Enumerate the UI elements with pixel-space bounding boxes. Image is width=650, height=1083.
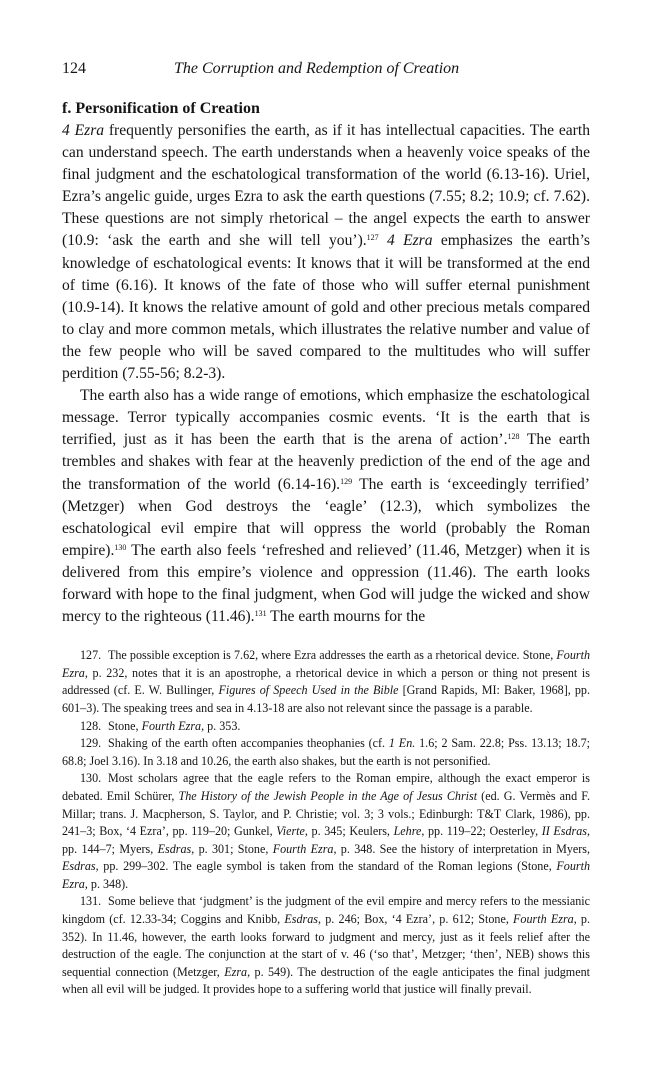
cited-title: Esdras (284, 912, 319, 927)
footnote-text: 1.6; 2 Sam. 22.8; Pss. 13.13; 18.7; 68.8; Joel 3.16). In 3.18 and 10.26, the earth also shakes, but the earth is not personified. (62, 736, 591, 768)
footnote-text: , p. 301; Stone, (191, 841, 273, 856)
footnote-128 (62, 718, 590, 736)
footnote-ref-128[interactable]: 128 (507, 432, 520, 442)
footnote-ref-130[interactable]: 130 (114, 542, 127, 552)
book-title-4-ezra: 4 Ezra (62, 122, 105, 139)
footnote-text: Stone, (108, 718, 142, 733)
footnote-ref-129[interactable]: 129 (340, 476, 353, 486)
footnote-text: (ed. G. Vermès and F. Millar; trans. J. Macpherson, S. Taylor, and P. Christie; vol. 3; 3 vols.; Edinburgh: T&T Clark, 1986), pp. 241–3; Box, ‘4 Ezra’, pp. 119–20; Gunkel, (62, 788, 590, 839)
footnote-text: , pp. 299–302. The eagle symbol is taken from the standard of the Roman legions (Stone, (95, 859, 557, 874)
running-head (62, 57, 590, 81)
footnote-number: 129. (80, 736, 102, 751)
footnote-number: 130. (80, 771, 102, 786)
cited-title: Vierte (276, 824, 305, 839)
footnotes (62, 647, 590, 999)
paragraph-1-text-b: emphasizes the earth’s knowledge of eschatological events: It knows that it will be transformed at the end of time (6.16). It knows of the fate of those who will suffer eternal punishment (10.9-14). It knows the relative amount of gold and other precious metals compared to clay and more common metals, which illustrates the relative number and value of the few people who will be saved compared to the multitudes who will suffer perdition (7.55-56; 8.2-3). (62, 232, 590, 383)
cited-title: Esdras (157, 841, 192, 856)
cited-title: Figures of Speech Used in the Bible (218, 683, 399, 698)
cited-title: Fourth Ezra (513, 912, 574, 927)
cited-title: II Esdras (541, 824, 587, 839)
footnote-number: 127. (80, 648, 102, 663)
paragraph-2-text-e: The earth mourns for the (266, 608, 426, 626)
footnote-text: , p. 353. (201, 718, 241, 733)
paragraph-2-text-b: The earth trembles and shakes with fear at the heavenly prediction of the end of the age and the transformation of the world (6.14-16). (62, 431, 590, 493)
cited-title: 1 En. (388, 736, 416, 751)
footnote-number: 128. (80, 718, 102, 733)
book-title-4-ezra: 4 Ezra (378, 232, 433, 250)
footnote-text: , p. 246; Box, ‘4 Ezra’, p. 612; Stone, (318, 912, 514, 927)
book-page (62, 57, 590, 999)
cited-title: Fourth Ezra (62, 859, 590, 891)
cited-title: Fourth Ezra (62, 648, 590, 680)
page-number: 124 (62, 60, 86, 77)
footnote-130 (62, 770, 590, 893)
footnote-text: , p. 232, notes that it is an apostrophe, a rhetorical device in which a person or thing not present is addressed (cf. E. W. Bullinger, (62, 665, 590, 698)
paragraph-2-text-d: The earth also feels ‘refreshed and relieved’ (11.46, Metzger) when it is delivered from this empire’s violence and oppression (11.46). The earth looks forward with hope to the final judgment, when God will judge the wicked and show mercy to the righteous (11.46). (62, 541, 590, 626)
running-title: The Corruption and Redemption of Creation (174, 60, 460, 77)
footnote-number: 131. (80, 894, 102, 909)
footnote-ref-131[interactable]: 131 (254, 609, 267, 619)
footnote-text: , pp. 144–7; Myers, (62, 824, 590, 856)
paragraph-2-text-c: The earth is ‘exceedingly terrified’ (Metzger) when God destroys the ‘eagle’ (12.3), which symbolizes the eschatological evil empire that will oppress the world (probably the Roman empire). (62, 475, 590, 559)
footnote-131 (62, 893, 590, 999)
footnote-text: , p. 348). (84, 876, 129, 891)
paragraph-2-text-a: The earth also has a wide range of emotions, which emphasize the eschatological message. Terror typically accompanies cosmic events. ‘It is the earth that is terrified, just as it has been the earth that is the arena of action’. (62, 387, 590, 449)
paragraph-1-text-a: frequently personifies the earth, as if it has intellectual capacities. The earth can understand speech. The earth understands when a heavenly voice speaks of the final judgment and the eschatological transformation of the world (6.13-16). Uriel, Ezra’s angelic guide, urges Ezra to ask the earth questions (7.55; 8.2; 10.9; cf. 7.62). These questions are not simply rhetorical – the angel expects the earth to answer (10.9: ‘ask the earth and she will tell you’). (62, 122, 590, 250)
footnote-text: , p. 348. See the history of interpretation in Myers, (333, 841, 590, 856)
footnote-text: , p. 345; Keulers, (304, 824, 394, 839)
footnote-127 (62, 647, 590, 717)
paragraph-1 (62, 120, 590, 385)
footnote-text: Some believe that ‘judgment’ is the judgment of the evil empire and mercy refers to the messianic kingdom (cf. 12.33-34; Coggins and Knibb, (62, 894, 590, 927)
footnote-text: [Grand Rapids, MI: Baker, 1968], pp. 601–3). The speaking trees and sea in 4.13-18 are also not relevant since the passage is a parable. (62, 683, 590, 715)
cited-title: Esdras (62, 859, 96, 874)
footnote-ref-127[interactable]: 127 (366, 233, 379, 243)
footnote-text: , p. 549). The destruction of the eagle anticipates the final judgment when all evil will be judged. It provides hope to a suffering world that justice will finally prevail. (62, 964, 590, 997)
section-heading: f. Personification of Creation (62, 100, 260, 117)
cited-title: Ezra (224, 964, 248, 979)
footnote-text: Shaking of the earth often accompanies theophanies (cf. (108, 736, 389, 751)
footnote-text: , p. 352). In 11.46, however, the earth looks forward to judgment and mercy, just as it feels relief after the destruction of the eagle. The conjunction at the start of v. 46 (‘so that’, Metzger; ‘then’, NEB) shows this sequential connection (Metzger, (62, 912, 591, 979)
cited-title: Fourth Ezra (272, 841, 334, 856)
footnote-text: The possible exception is 7.62, where Ezra addresses the earth as a rhetorical device. Stone, (108, 648, 557, 663)
cited-title: The History of the Jewish People in the Age of Jesus Christ (178, 788, 478, 803)
cited-title: Lehre (393, 824, 422, 839)
paragraph-2 (62, 385, 590, 628)
footnote-text: Most scholars agree that the eagle refers to the Roman empire, although the exact emperor is debated. Emil Schürer, (62, 771, 590, 803)
footnote-text: , pp. 119–22; Oesterley, (421, 824, 542, 839)
cited-title: Fourth Ezra (141, 718, 202, 733)
body-text (62, 120, 590, 628)
footnote-129 (62, 735, 590, 770)
